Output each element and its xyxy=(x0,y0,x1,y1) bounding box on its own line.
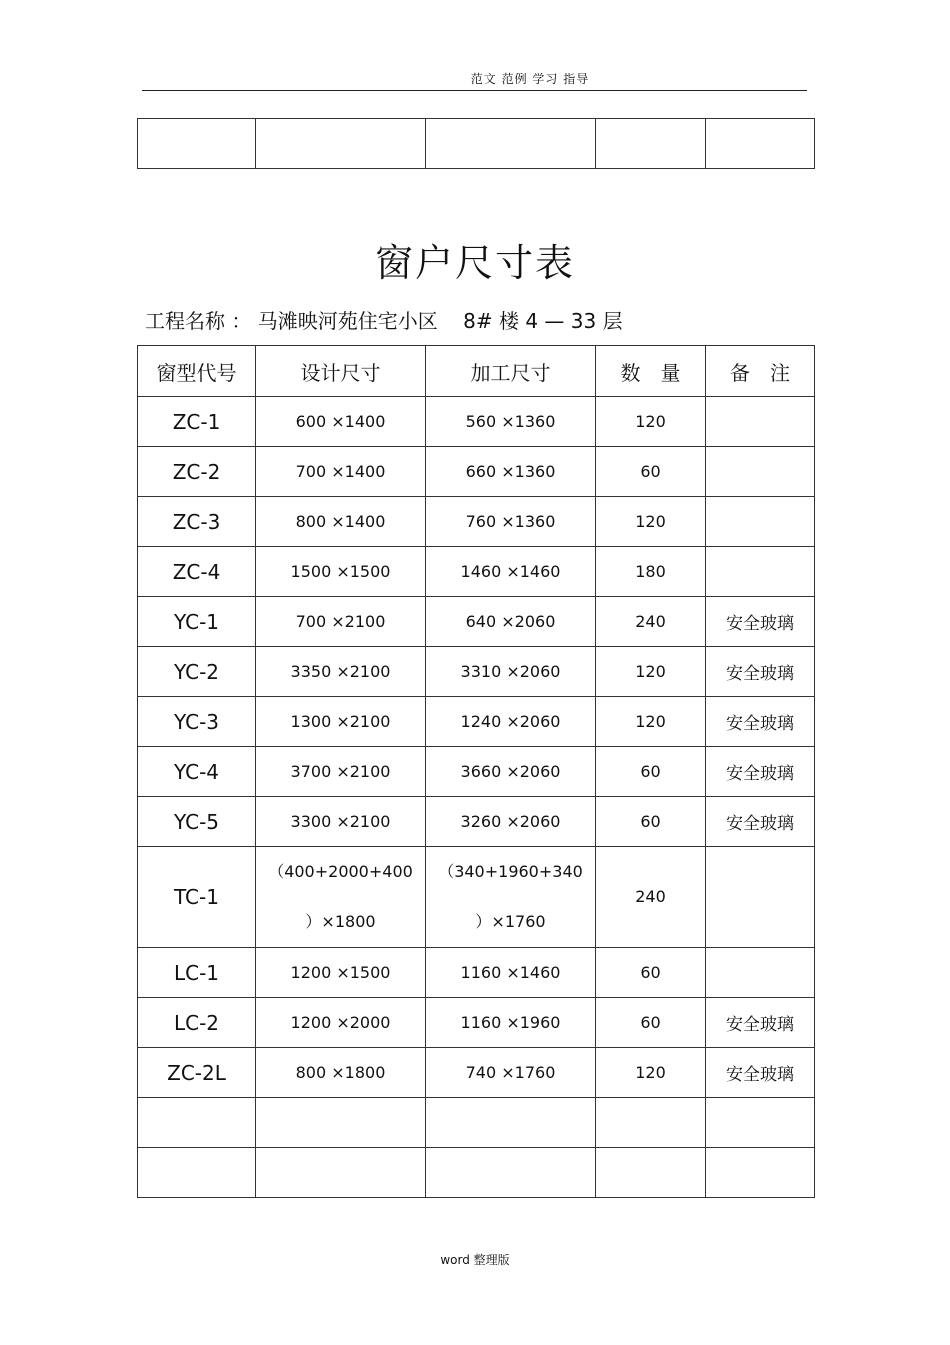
table-cell: 3350 ×2100 xyxy=(256,647,426,697)
table-row xyxy=(138,497,815,547)
table-cell: 600 ×1400 xyxy=(256,397,426,447)
carryover-table xyxy=(137,118,815,169)
table-header-row xyxy=(138,346,815,397)
table-cell: 120 xyxy=(596,1048,706,1098)
table-cell: 60 xyxy=(596,797,706,847)
table-cell: 180 xyxy=(596,547,706,597)
table-cell: 安全玻璃 xyxy=(706,697,815,747)
table-cell: YC-5 xyxy=(138,797,256,847)
table-cell: LC-2 xyxy=(138,998,256,1048)
table-cell xyxy=(256,119,426,169)
table-cell: YC-1 xyxy=(138,597,256,647)
table-row xyxy=(138,797,815,847)
table-cell xyxy=(706,547,815,597)
table-row xyxy=(138,747,815,797)
table-cell: 3700 ×2100 xyxy=(256,747,426,797)
table-cell: 3300 ×2100 xyxy=(256,797,426,847)
table-row xyxy=(138,547,815,597)
table-cell: 700 ×1400 xyxy=(256,447,426,497)
table-cell: 1500 ×1500 xyxy=(256,547,426,597)
table-cell: 3660 ×2060 xyxy=(426,747,596,797)
table-cell: 240 xyxy=(596,847,706,948)
table-cell xyxy=(596,119,706,169)
table-cell xyxy=(706,1098,815,1148)
table-cell: 安全玻璃 xyxy=(706,747,815,797)
table-cell: ZC-2 xyxy=(138,447,256,497)
table-cell xyxy=(706,119,815,169)
table-cell: ZC-1 xyxy=(138,397,256,447)
document-title: 窗户尺寸表 xyxy=(374,241,575,285)
table-cell: 760 ×1360 xyxy=(426,497,596,547)
table-cell xyxy=(706,497,815,547)
table-cell: 120 xyxy=(596,497,706,547)
table-cell: YC-4 xyxy=(138,747,256,797)
table-cell: TC-1 xyxy=(138,847,256,948)
table-cell: 60 xyxy=(596,747,706,797)
table-cell: 120 xyxy=(596,647,706,697)
table-cell xyxy=(596,1148,706,1198)
table-cell: ZC-4 xyxy=(138,547,256,597)
project-name: 工程名称 ： 马滩映河苑住宅小区 8# 楼 4 — 33 层 xyxy=(145,309,623,333)
table-cell: 1160 ×1960 xyxy=(426,998,596,1048)
table-cell: 安全玻璃 xyxy=(706,597,815,647)
table-cell: 3260 ×2060 xyxy=(426,797,596,847)
table-cell xyxy=(426,1098,596,1148)
table-cell: 1200 ×1500 xyxy=(256,948,426,998)
table-cell: （340+1960+340 ）×1760 xyxy=(426,847,596,948)
table-row xyxy=(138,647,815,697)
table-row xyxy=(138,119,815,169)
table-cell: 120 xyxy=(596,397,706,447)
table-cell: 安全玻璃 xyxy=(706,647,815,697)
table-row xyxy=(138,948,815,998)
table-cell xyxy=(426,1148,596,1198)
table-cell xyxy=(138,1098,256,1148)
table-cell: 800 ×1400 xyxy=(256,497,426,547)
table-cell: 3310 ×2060 xyxy=(426,647,596,697)
table-row xyxy=(138,447,815,497)
table-row xyxy=(138,597,815,647)
table-cell: 1300 ×2100 xyxy=(256,697,426,747)
table-cell: 60 xyxy=(596,998,706,1048)
table-cell: LC-1 xyxy=(138,948,256,998)
table-cell xyxy=(706,397,815,447)
table-cell: 1240 ×2060 xyxy=(426,697,596,747)
table-row xyxy=(138,1048,815,1098)
column-header: 窗型代号 xyxy=(138,346,256,397)
page-footer: word 整理版 xyxy=(440,1253,510,1267)
table-cell: 60 xyxy=(596,447,706,497)
table-cell: 1460 ×1460 xyxy=(426,547,596,597)
table-cell: 660 ×1360 xyxy=(426,447,596,497)
table-cell xyxy=(138,1148,256,1198)
table-cell: 1200 ×2000 xyxy=(256,998,426,1048)
table-cell: 240 xyxy=(596,597,706,647)
table-cell: 700 ×2100 xyxy=(256,597,426,647)
table-row xyxy=(138,847,815,948)
table-row xyxy=(138,1098,815,1148)
table-cell: ZC-2L xyxy=(138,1048,256,1098)
table-cell: （400+2000+400 ）×1800 xyxy=(256,847,426,948)
table-row xyxy=(138,397,815,447)
table-cell xyxy=(256,1098,426,1148)
table-cell xyxy=(706,447,815,497)
table-cell: ZC-3 xyxy=(138,497,256,547)
table-cell: 安全玻璃 xyxy=(706,1048,815,1098)
table-cell xyxy=(426,119,596,169)
table-cell: YC-3 xyxy=(138,697,256,747)
table-row xyxy=(138,697,815,747)
column-header: 设计尺寸 xyxy=(256,346,426,397)
table-cell xyxy=(256,1148,426,1198)
table-cell: 安全玻璃 xyxy=(706,797,815,847)
table-cell xyxy=(706,1148,815,1198)
table-cell xyxy=(706,847,815,948)
table-cell: 120 xyxy=(596,697,706,747)
table-cell: 740 ×1760 xyxy=(426,1048,596,1098)
table-cell: 60 xyxy=(596,948,706,998)
table-row xyxy=(138,998,815,1048)
column-header: 加工尺寸 xyxy=(426,346,596,397)
column-header: 数 量 xyxy=(596,346,706,397)
page-header: 范文 范例 学习 指导 xyxy=(470,72,590,86)
header-rule xyxy=(142,90,807,91)
table-cell: 1160 ×1460 xyxy=(426,948,596,998)
table-cell: 安全玻璃 xyxy=(706,998,815,1048)
table-cell xyxy=(706,948,815,998)
table-cell xyxy=(138,119,256,169)
table-cell: 560 ×1360 xyxy=(426,397,596,447)
column-header: 备 注 xyxy=(706,346,815,397)
table-row xyxy=(138,1148,815,1198)
table-cell xyxy=(596,1098,706,1148)
window-size-table xyxy=(137,345,815,1198)
table-cell: 640 ×2060 xyxy=(426,597,596,647)
table-cell: YC-2 xyxy=(138,647,256,697)
table-cell: 800 ×1800 xyxy=(256,1048,426,1098)
